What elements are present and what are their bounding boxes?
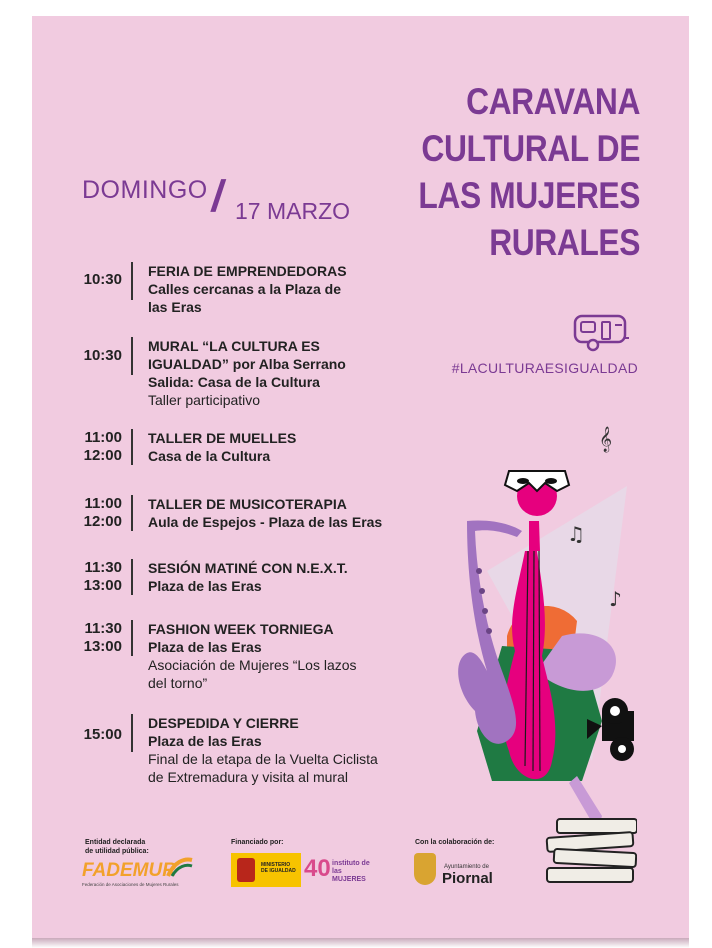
event-line: TALLER DE MUELLES	[148, 430, 297, 446]
event-time: 13:00	[83, 638, 122, 655]
event-divider	[131, 620, 133, 656]
event-text	[148, 337, 408, 409]
ministerio-line: DE IGUALDAD	[261, 868, 296, 874]
event-time: 12:00	[83, 513, 122, 530]
event-text	[148, 714, 428, 786]
entity-label-line: Entidad declarada	[85, 839, 146, 846]
event-date	[82, 172, 382, 236]
event-line: Asociación de Mujeres “Los lazos	[148, 657, 357, 673]
collab-label: Con la colaboración de:	[415, 839, 495, 846]
date-day: DOMINGO	[82, 176, 208, 204]
event-divider	[131, 429, 133, 465]
event-time: 11:30	[84, 620, 122, 637]
event-time: 11:30	[84, 559, 122, 576]
event-time: 10:30	[83, 347, 122, 364]
title-line: RURALES	[489, 222, 640, 263]
instituto-line: MUJERES	[332, 876, 366, 883]
event-time: 10:30	[83, 271, 122, 288]
event-line: Plaza de las Eras	[148, 639, 262, 655]
title-line: LAS MUJERES	[418, 175, 640, 216]
title-line: CARAVANA	[466, 81, 640, 122]
event-line: Final de la etapa de la Vuelta Ciclista	[148, 751, 378, 767]
event-divider	[131, 337, 133, 375]
event-line: TALLER DE MUSICOTERAPIA	[148, 496, 347, 512]
event-text	[148, 429, 408, 465]
event-time: 11:00	[84, 429, 122, 446]
event-line: Plaza de las Eras	[148, 578, 262, 594]
event-line: Plaza de las Eras	[148, 733, 262, 749]
instituto-number: 40	[304, 855, 331, 882]
event-divider	[131, 495, 133, 531]
event-time: 15:00	[83, 726, 122, 743]
event-divider	[131, 714, 133, 752]
event-time: 11:00	[84, 495, 122, 512]
fademur-emblem-icon	[166, 856, 194, 878]
svg-text:♪: ♪	[609, 587, 622, 611]
saxophone-player-illustration	[397, 421, 637, 891]
event-text	[148, 495, 428, 531]
page-edge-shadow	[32, 938, 689, 948]
event-line: FERIA DE EMPRENDEDORAS	[148, 263, 347, 279]
event-line: IGUALDAD” por Alba Serrano	[148, 356, 346, 372]
piornal-name: Piornal	[442, 870, 493, 887]
event-time: 13:00	[83, 577, 122, 594]
ministerio-line: MINISTERIO	[261, 862, 291, 868]
fademur-subtitle: Federación de Asociaciones de Mujeres Rurales	[82, 882, 179, 887]
event-line: Calles cercanas a la Plaza de	[148, 281, 342, 297]
event-line: MURAL “LA CULTURA ES	[148, 338, 320, 354]
date-slash: /	[208, 172, 228, 221]
treble-clef-icon: 𝄞	[599, 426, 613, 451]
event-line: de Extremadura y visita al mural	[148, 769, 348, 785]
event-divider	[131, 559, 133, 595]
funded-label: Financiado por:	[231, 839, 284, 846]
entity-label	[85, 838, 149, 856]
event-text	[148, 262, 408, 316]
title-line: CULTURAL DE	[421, 128, 640, 169]
hashtag: #LACULTURAESIGUALDAD	[451, 360, 638, 376]
ayuntamiento-label: Ayuntamiento de	[444, 864, 489, 870]
ministerio-igualdad-logo	[231, 853, 301, 887]
entity-label-line: de utilidad pública:	[85, 848, 149, 855]
instituto-mujeres-logo	[304, 855, 374, 881]
event-line: Casa de la Cultura	[148, 448, 271, 464]
poster	[32, 16, 689, 938]
caravan-icon	[572, 312, 630, 354]
ministerio-text	[261, 862, 296, 874]
piornal-crest-icon	[414, 853, 436, 885]
instituto-line: instituto de las	[332, 860, 370, 875]
event-line: del torno”	[148, 675, 208, 691]
svg-text:♫: ♫	[567, 522, 585, 546]
event-line: Salida: Casa de la Cultura	[148, 374, 320, 390]
event-text	[148, 620, 408, 692]
event-line: SESIÓN MATINÉ CON N.E.X.T.	[148, 560, 348, 576]
event-text	[148, 559, 408, 595]
event-line: Aula de Espejos - Plaza de las Eras	[148, 514, 383, 530]
spain-crest-icon	[237, 858, 255, 882]
event-line: DESPEDIDA Y CIERRE	[148, 715, 299, 731]
instituto-text	[332, 860, 374, 884]
event-line: Taller participativo	[148, 392, 261, 408]
poster-title	[399, 78, 640, 266]
fademur-logo: FADEMUR	[82, 860, 176, 881]
event-line: FASHION WEEK TORNIEGA	[148, 621, 334, 637]
event-divider	[131, 262, 133, 300]
event-time: 12:00	[83, 447, 122, 464]
event-line: las Eras	[148, 299, 202, 315]
date-month: 17 MARZO	[235, 198, 351, 224]
